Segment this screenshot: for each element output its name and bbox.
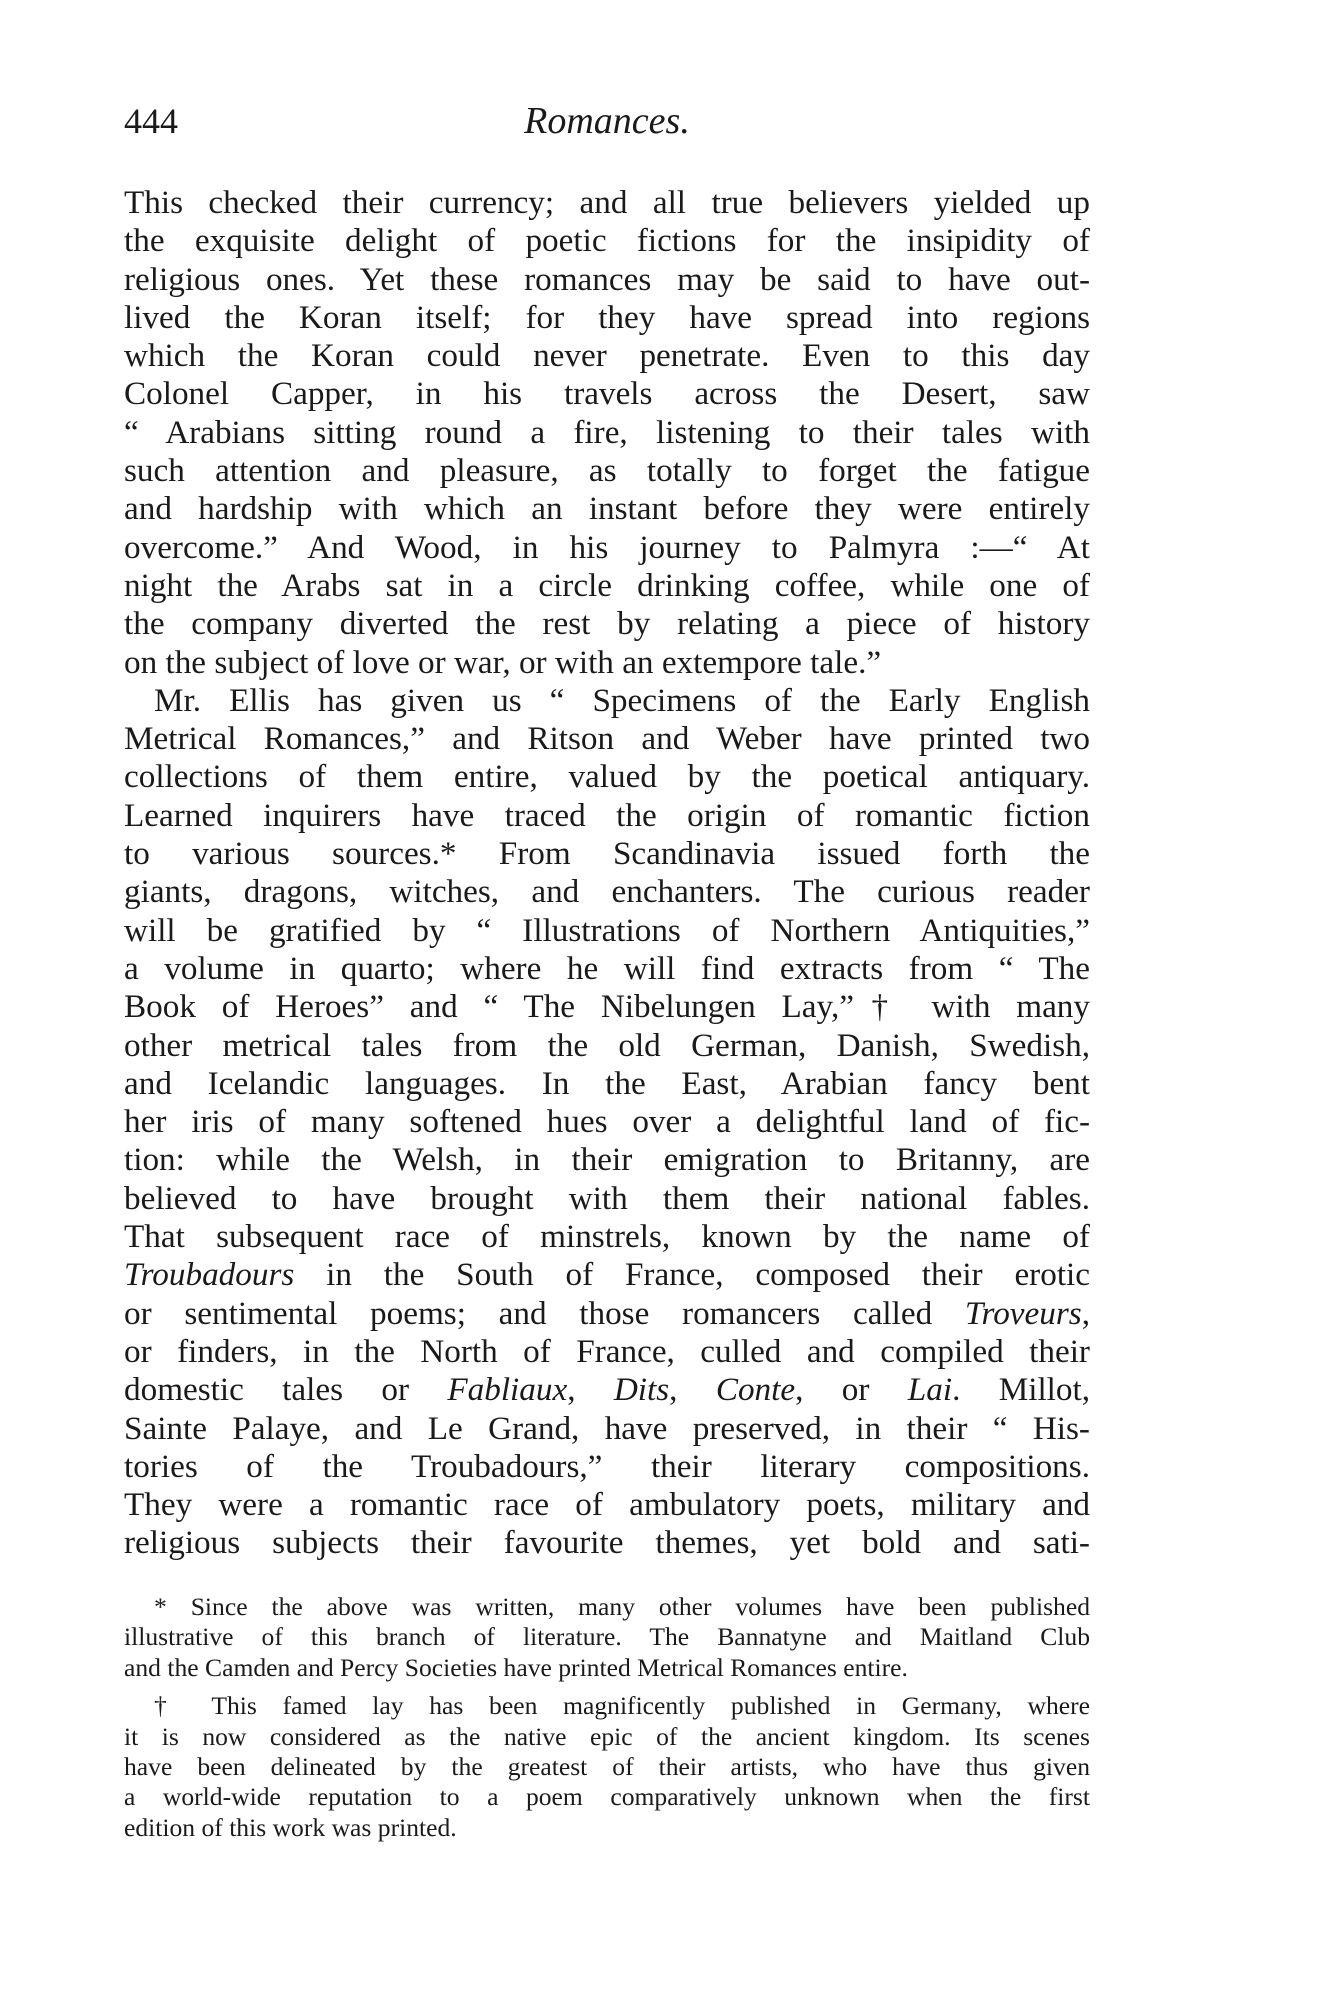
page-number: 444: [124, 101, 178, 141]
footnote-line: edition of this work was printed.: [124, 1812, 457, 1842]
text-line: believed to have brought with them their national fables.: [124, 1179, 1090, 1217]
text-line: religious ones. Yet these romances may be said to have out-: [124, 260, 1090, 298]
text-line: Metrical Romances,” and Ritson and Weber have printed two: [124, 720, 1090, 758]
body-text: [124, 184, 1090, 1563]
text-line: night the Arabs sat in a circle drinking coffee, while one of: [124, 566, 1090, 604]
text-line: or sentimental poems; and those romancers called Troveurs,: [124, 1294, 1090, 1332]
text-line: religious subjects their favourite themes, yet bold and sati-: [124, 1524, 1090, 1562]
text-line: This checked their currency; and all true believers yielded up: [124, 184, 1090, 221]
text-line: Learned inquirers have traced the origin of romantic fiction: [124, 796, 1090, 834]
text-line: the exquisite delight of poetic fictions for the insipidity of: [124, 222, 1090, 260]
footnote-line: it is now considered as the native epic of the ancient kingdom. Its scenes: [124, 1721, 1090, 1751]
text-line: and hardship with which an instant before they were entirely: [124, 490, 1090, 528]
footnote-line: have been delineated by the greatest of their artists, who have thus given: [124, 1751, 1090, 1781]
text-line: Book of Heroes” and “ The Nibelungen Lay,”† with many: [124, 988, 1090, 1026]
footnote-dagger: [124, 1691, 1090, 1843]
text-line: “ Arabians sitting round a fire, listening to their tales with: [124, 413, 1090, 451]
footnote-line: † This famed lay has been magnificently published in Germany, where: [154, 1691, 1090, 1721]
footnote-line: illustrative of this branch of literature. The Bannatyne and Maitland Club: [124, 1622, 1090, 1652]
page-header: [124, 96, 1090, 146]
text-line: domestic tales or Fabliaux, Dits, Conte, or Lai. Millot,: [124, 1371, 1090, 1409]
text-line: lived the Koran itself; for they have spread into regions: [124, 298, 1090, 336]
text-line: which the Koran could never penetrate. Even to this day: [124, 337, 1090, 375]
text-line: a volume in quarto; where he will find extracts from “ The: [124, 949, 1090, 987]
text-line: Troubadours in the South of France, composed their erotic: [124, 1256, 1090, 1294]
running-head: Romances.: [524, 100, 690, 142]
text-line: Colonel Capper, in his travels across the Desert, saw: [124, 375, 1090, 413]
footnote-line: a world-wide reputation to a poem comparatively unknown when the first: [124, 1782, 1090, 1812]
text-line: will be gratified by “ Illustrations of Northern Antiquities,”: [124, 911, 1090, 949]
text-line: collections of them entire, valued by the poetical antiquary.: [124, 758, 1090, 796]
footnote-asterisk: [124, 1592, 1090, 1683]
footnote-line: * Since the above was written, many other volumes have been published: [154, 1592, 1090, 1621]
text-line: They were a romantic race of ambulatory poets, military and: [124, 1486, 1090, 1524]
text-line: other metrical tales from the old German, Danish, Swedish,: [124, 1026, 1090, 1064]
text-line: tion: while the Welsh, in their emigration to Britanny, are: [124, 1141, 1090, 1179]
text-line: tories of the Troubadours,” their literary compositions.: [124, 1447, 1090, 1485]
text-line: and Icelandic languages. In the East, Arabian fancy bent: [124, 1064, 1090, 1102]
text-line: the company diverted the rest by relating a piece of history: [124, 605, 1090, 643]
footnote-line: and the Camden and Percy Societies have printed Metrical Romances entire.: [124, 1652, 908, 1682]
text-line: giants, dragons, witches, and enchanters. The curious reader: [124, 873, 1090, 911]
text-line: overcome.” And Wood, in his journey to Palmyra :—“ At: [124, 528, 1090, 566]
text-line: such attention and pleasure, as totally to forget the fatigue: [124, 452, 1090, 490]
footnotes: [124, 1592, 1090, 1843]
text-line: or finders, in the North of France, culled and compiled their: [124, 1332, 1090, 1370]
text-line: That subsequent race of minstrels, known by the name of: [124, 1218, 1090, 1256]
text-line: on the subject of love or war, or with an extempore tale.”: [124, 643, 882, 681]
text-line: to various sources.* From Scandinavia issued forth the: [124, 835, 1090, 873]
text-line: Sainte Palaye, and Le Grand, have preserved, in their “ His-: [124, 1409, 1090, 1447]
text-line: her iris of many softened hues over a delightful land of fic-: [124, 1103, 1090, 1141]
text-line: Mr. Ellis has given us “ Specimens of the Early English: [154, 681, 1090, 719]
